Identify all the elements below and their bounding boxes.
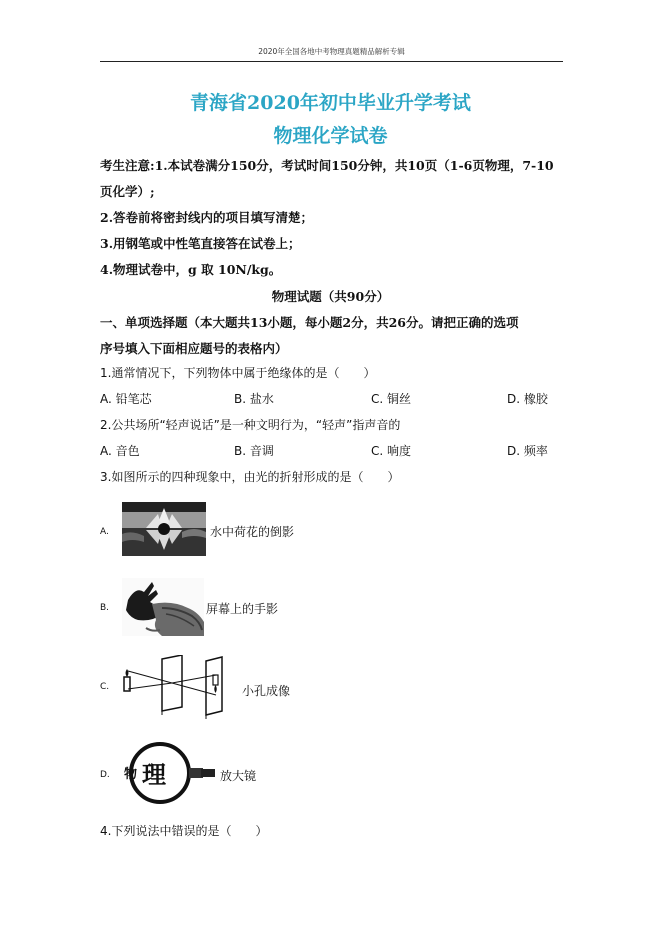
q1-option-d: D. 橡胶 — [507, 392, 548, 406]
question-1: 1.通常情况下，下列物体中属于绝缘体的是（ ） — [100, 366, 376, 380]
q2-option-a: A. 音色 — [100, 444, 140, 458]
magnifier-big-glyph: 理 — [142, 760, 166, 789]
notice-line-1b: 页化学）; — [100, 184, 155, 199]
q1-option-c: C. 铜丝 — [371, 392, 412, 406]
pinhole-camera-diagram-icon — [120, 655, 238, 719]
question-4: 4.下列说法中错误的是（ ） — [100, 824, 268, 838]
exam-subtitle: 物理化学试卷 — [273, 125, 388, 147]
q3-option-b-label: 屏幕上的手影 — [206, 602, 279, 616]
q3-option-c-label: 小孔成像 — [242, 684, 291, 698]
notice-line-1: 考生注意:1.本试卷满分150分，考试时间150分钟，共10页（1-6页物理，7-10 — [100, 158, 554, 173]
q3-option-d-label: 放大镜 — [220, 769, 257, 783]
q2-option-c: C. 响度 — [371, 444, 412, 458]
notice-line-4: 4.物理试卷中，g 取 10N/kg。 — [100, 262, 282, 277]
q3-option-a-letter: A. — [100, 527, 109, 537]
lotus-reflection-photo-icon — [122, 502, 206, 556]
hand-shadow-photo-icon — [122, 578, 204, 636]
header-rule — [100, 61, 563, 62]
q1-option-b: B. 盐水 — [234, 392, 274, 406]
q2-option-d: D. 频率 — [507, 444, 548, 458]
part1-line-2: 序号填入下面相应题号的表格内） — [100, 341, 288, 356]
section-heading: 物理试题（共90分） — [271, 289, 390, 304]
page-header: 2020年全国各地中考物理真题精品解析专辑 — [258, 47, 405, 56]
notice-line-2: 2.答卷前将密封线内的项目填写清楚； — [100, 210, 314, 225]
q2-option-b: B. 音调 — [234, 444, 274, 458]
part1-line-1: 一、单项选择题（本大题共13小题，每小题2分，共26分。请把正确的选项 — [100, 315, 519, 330]
exam-title: 青海省2020年初中毕业升学考试 — [190, 92, 471, 114]
q3-option-b-letter: B. — [100, 603, 110, 613]
q3-option-d-letter: D. — [100, 770, 110, 780]
magnifier-diagram-icon — [122, 740, 218, 806]
q3-option-c-letter: C. — [100, 682, 110, 692]
magnifier-small-glyph: 物 — [124, 767, 138, 782]
q1-option-a: A. 铅笔芯 — [100, 392, 152, 406]
question-2: 2.公共场所“轻声说话”是一种文明行为，“轻声”指声音的 — [100, 418, 401, 432]
question-3: 3.如图所示的四种现象中，由光的折射形成的是（ ） — [100, 470, 400, 484]
q3-option-a-label: 水中荷花的倒影 — [210, 525, 295, 539]
notice-line-3: 3.用钢笔或中性笔直接答在试卷上； — [100, 236, 301, 251]
